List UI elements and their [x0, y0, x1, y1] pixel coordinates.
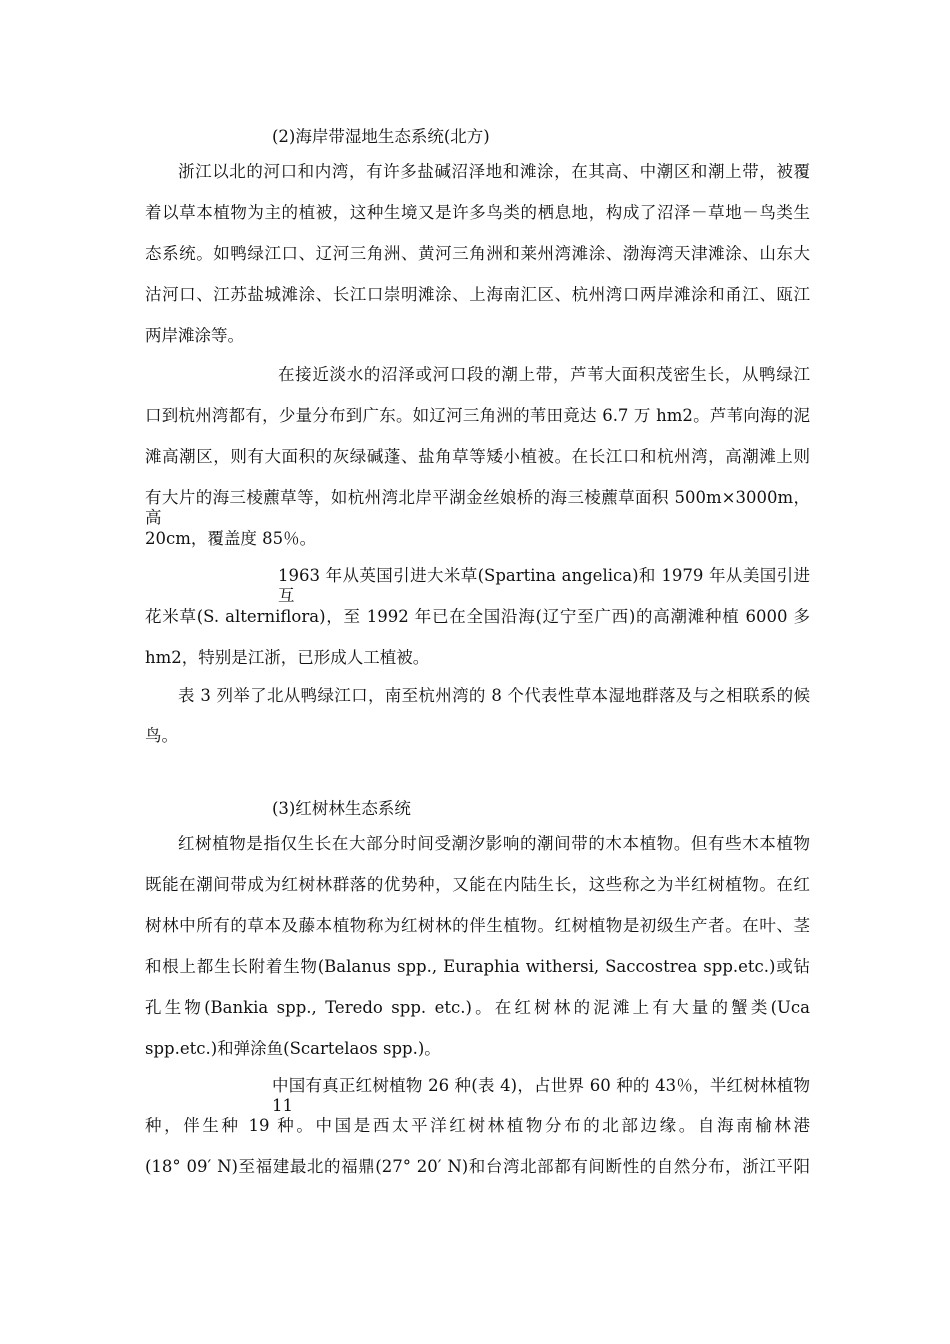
paragraph-line: 孔生物(Bankia spp., Teredo spp. etc.)。在红树林的泥滩上有大量的蟹类(Uca: [145, 998, 810, 1017]
paragraph-line: 表 3 列举了北从鸭绿江口，南至杭州湾的 8 个代表性草本湿地群落及与之相联系的候: [178, 686, 810, 705]
paragraph-line: 态系统。如鸭绿江口、辽河三角洲、黄河三角洲和莱州湾滩涂、渤海湾天津滩涂、山东大: [145, 244, 810, 263]
paragraph-line: 口到杭州湾都有，少量分布到广东。如辽河三角洲的苇田竟达 6.7 万 hm2。芦苇向海的泥: [145, 406, 810, 425]
paragraph-line: 有大片的海三棱藨草等，如杭州湾北岸平湖金丝娘桥的海三棱藨草面积 500m×3000m，高: [145, 488, 810, 527]
paragraph-line: 沽河口、江苏盐城滩涂、长江口崇明滩涂、上海南汇区、杭州湾口两岸滩涂和甬江、瓯江: [145, 285, 810, 304]
paragraph-line: 在接近淡水的沼泽或河口段的潮上带，芦苇大面积茂密生长，从鸭绿江: [278, 365, 810, 384]
paragraph-line: hm2，特别是江浙，已形成人工植被。: [145, 648, 430, 667]
paragraph-line: 20cm，覆盖度 85％。: [145, 529, 317, 548]
paragraph-line: 花米草(S. alterniflora)，至 1992 年已在全国沿海(辽宁至广西)的高潮滩种植 6000 多: [145, 607, 810, 626]
paragraph-line: 1963 年从英国引进大米草(Spartina angelica)和 1979 年从美国引进互: [278, 566, 810, 605]
paragraph-line: 滩高潮区，则有大面积的灰绿碱蓬、盐角草等矮小植被。在长江口和杭州湾，高潮滩上则: [145, 447, 810, 466]
paragraph-line: (18° 09′ N)至福建最北的福鼎(27° 20′ N)和台湾北部都有间断性的自然分布，浙江平阳: [145, 1157, 810, 1176]
paragraph-line: 浙江以北的河口和内湾，有许多盐碱沼泽地和滩涂，在其高、中潮区和潮上带，被覆: [178, 162, 810, 181]
paragraph-line: 红树植物是指仅生长在大部分时间受潮汐影响的潮间带的木本植物。但有些木本植物: [178, 834, 810, 853]
paragraph-line: 树林中所有的草本及藤本植物称为红树林的伴生植物。红树植物是初级生产者。在叶、茎: [145, 916, 810, 935]
paragraph-line: 和根上都生长附着生物(Balanus spp., Euraphia withersi, Saccostrea spp.etc.)或钻: [145, 957, 810, 976]
section-heading: (2)海岸带湿地生态系统(北方): [272, 127, 490, 146]
paragraph-line: 两岸滩涂等。: [145, 326, 244, 345]
paragraph-line: 中国有真正红树植物 26 种(表 4)，占世界 60 种的 43％，半红树林植物 11: [272, 1076, 810, 1115]
paragraph-line: 种，伴生种 19 种。中国是西太平洋红树林植物分布的北部边缘。自海南榆林港: [145, 1116, 810, 1135]
paragraph-line: 既能在潮间带成为红树林群落的优势种，又能在内陆生长，这些称之为半红树植物。在红: [145, 875, 810, 894]
paragraph-line: spp.etc.)和弹涂鱼(Scartelaos spp.)。: [145, 1039, 441, 1058]
section-heading: (3)红树林生态系统: [272, 799, 411, 818]
paragraph-line: 鸟。: [145, 726, 178, 745]
paragraph-line: 着以草本植物为主的植被，这种生境又是许多鸟类的栖息地，构成了沼泽－草地－鸟类生: [145, 203, 810, 222]
